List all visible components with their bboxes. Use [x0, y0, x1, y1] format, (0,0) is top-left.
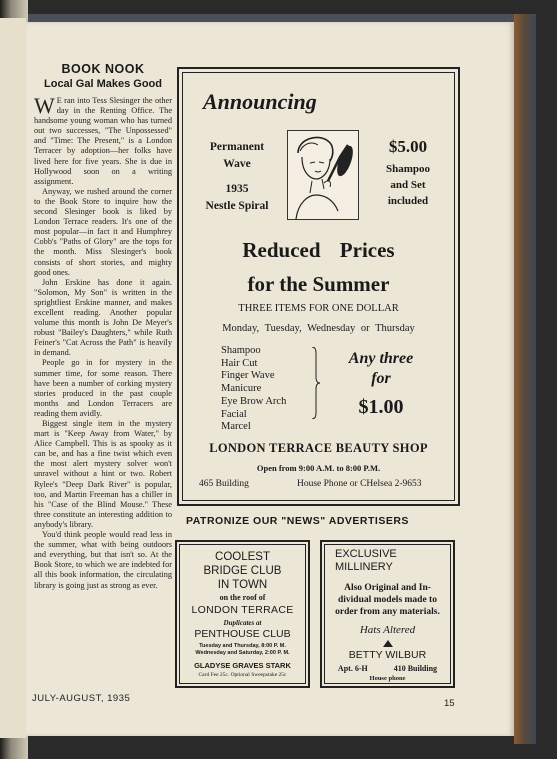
millinery-title-line: MILLINERY	[335, 561, 393, 573]
three-items-line: THREE ITEMS FOR ONE DOLLAR	[238, 303, 399, 314]
headline-line: Reduced Prices	[242, 238, 395, 262]
millinery-ad-inner	[324, 544, 451, 684]
headline-line: for the Summer	[247, 272, 390, 296]
perm-line: Nestle Spiral	[205, 200, 269, 212]
previous-page-edge	[0, 18, 26, 738]
bridge-fee: Card Fee 25c. Optional Sweepstake 25c	[198, 672, 287, 678]
portrait-drawing	[288, 131, 358, 219]
book-nook-title: BOOK NOOK	[61, 62, 145, 76]
magazine-page	[26, 22, 514, 736]
millinery-house-phone: House phone	[369, 675, 406, 682]
page-number: 15	[444, 698, 455, 709]
millinery-building: 410 Building	[393, 664, 438, 673]
list-item: Marcel	[221, 421, 251, 433]
millinery-owner: BETTY WILBUR	[348, 649, 427, 661]
permanent-wave-block	[191, 139, 283, 215]
paragraph: John Erskine has done it again. "Solomon, My Son" is written in the sprightliest Erskine manner, and makes excellent reading. Another popular volume this month is John De Meyer's robust "Bailey's Daughters," while Ruth Feiner's "Cat Across the Path" is heavily in demand.	[34, 277, 172, 358]
list-item: Eye Brow Arch	[221, 395, 287, 407]
bridge-host: GLADYSE GRAVES STARK	[194, 661, 291, 670]
bridge-title-line: BRIDGE CLUB	[203, 565, 282, 577]
bridge-title-line: IN TOWN	[217, 579, 268, 591]
offer-line: Any three	[348, 350, 414, 367]
bridge-penthouse: PENTHOUSE CLUB	[194, 628, 291, 640]
list-item: Manicure	[221, 383, 262, 395]
paragraph: Biggest single item in the mystery mart is "Keep Away from Water," by Alice Campbell. This is as spooky as it can be, and has a fine twist which even the most alert mystery solver won't unravel without a hint or two. Robert Rylee's "Deep Dark River" is popular, too, and Martin Freeman has a chiller in his "Case of the Blind Mouse." These three constitute an interesting addition to anybody's library.	[34, 419, 172, 529]
announcing-heading: Announcing	[203, 89, 317, 114]
binding-top-edge	[26, 14, 526, 22]
book-nook-subtitle: Local Gal Makes Good	[44, 78, 162, 90]
days-line: Monday, Tuesday, Wednesday or Thursday	[222, 323, 415, 334]
shop-name: LONDON TERRACE BEAUTY SHOP	[209, 441, 428, 455]
bridge-schedule-line: Tuesday and Thursday, 8:00 P. M.	[199, 643, 286, 649]
patronize-banner: PATRONIZE OUR "NEWS" ADVERTISERS	[186, 515, 409, 527]
triangle-icon	[383, 640, 393, 647]
millinery-title-line: EXCLUSIVE	[335, 548, 397, 560]
drop-cap: W	[34, 93, 55, 118]
services-list	[221, 345, 286, 434]
perm-line: Permanent	[209, 141, 265, 153]
perm-price-block	[367, 137, 449, 209]
issue-date: JULY-AUGUST, 1935	[32, 693, 131, 704]
book-nook-body	[34, 93, 172, 591]
millinery-address	[325, 664, 450, 673]
perm-price: $5.00	[388, 137, 428, 156]
paragraph: You'd think people would read less in the summer, what with being outdoors and everything, but that isn't so. At the Book Store, to which we are indebted for all this book information, the circulating library is going just as strong as ever.	[34, 530, 172, 590]
millinery-desc-line: dividual models made to	[338, 595, 437, 605]
price-line: and Set	[390, 179, 426, 191]
beauty-shop-ad-inner-frame	[182, 72, 455, 501]
paragraph: E ran into Tess Slesinger the other day in the Renting Office. The handsome young woman who has turned out two successes, "The Unpossessed" and "Time: The Present," is a London Terracer by adoption—her folks have lived here for five years. She is due in Hollywood soon on a writing assignment.	[34, 96, 172, 186]
reduced-prices-headline	[183, 233, 454, 301]
millinery-apt: Apt. 6-H	[337, 664, 368, 673]
any-three-offer	[321, 349, 441, 389]
bridge-schedule-line: Wednesday and Saturday, 2:00 P. M.	[195, 650, 290, 656]
cover-edge	[514, 14, 536, 744]
list-item: Finger Wave	[221, 370, 275, 382]
list-item: Facial	[221, 408, 247, 420]
hats-altered: Hats Altered	[359, 624, 416, 636]
bridge-duplicates: Duplicates at	[223, 619, 262, 627]
millinery-title	[325, 548, 450, 574]
bridge-roof: on the roof of	[219, 593, 266, 602]
millinery-desc-line: order from any materials.	[335, 607, 440, 617]
shop-hours: Open from 9:00 A.M. to 8:00 P.M.	[256, 463, 381, 473]
brace-icon	[310, 347, 320, 419]
perm-line: 1935	[225, 183, 249, 195]
bridge-club-ad	[175, 540, 310, 688]
beauty-shop-ad	[177, 67, 460, 506]
one-dollar-price: $1.00	[358, 396, 404, 418]
offer-line: for	[371, 370, 391, 387]
bridge-title	[180, 550, 305, 592]
millinery-desc-line: Also Original and In-	[344, 583, 431, 593]
shop-building: 465 Building	[199, 479, 249, 489]
perm-line: Wave	[223, 158, 251, 170]
list-item: Shampoo	[221, 345, 261, 356]
bridge-schedule	[180, 643, 305, 657]
millinery-description	[325, 582, 450, 618]
paragraph: Anyway, we rushed around the corner to the Book Store to inquire how the second Slesinger book is liked by London Terrace readers. It's one of the most popular—in fact it and Humphrey Cobb's "Paths of Glory" are the tops for the month. Miss Slesinger's book consists of short stories, and mighty good ones.	[34, 186, 172, 277]
millinery-ad	[320, 540, 455, 688]
price-line: Shampoo	[385, 163, 431, 175]
bridge-london-terrace: LONDON TERRACE	[191, 604, 294, 616]
list-item: Hair Cut	[221, 357, 258, 369]
shop-phone: House Phone or CHelsea 2-9653	[297, 479, 422, 489]
bridge-title-line: COOLEST	[215, 551, 270, 563]
paragraph: People go in for mystery in the summer time, for some reason. There have been a number of corking mystery stories produced in the past couple months and London Terracers are reading them avidly.	[34, 358, 172, 418]
price-line: included	[387, 195, 429, 207]
bridge-club-ad-inner	[179, 544, 306, 684]
woman-portrait-illustration	[287, 130, 359, 220]
book-nook-column	[34, 62, 172, 591]
